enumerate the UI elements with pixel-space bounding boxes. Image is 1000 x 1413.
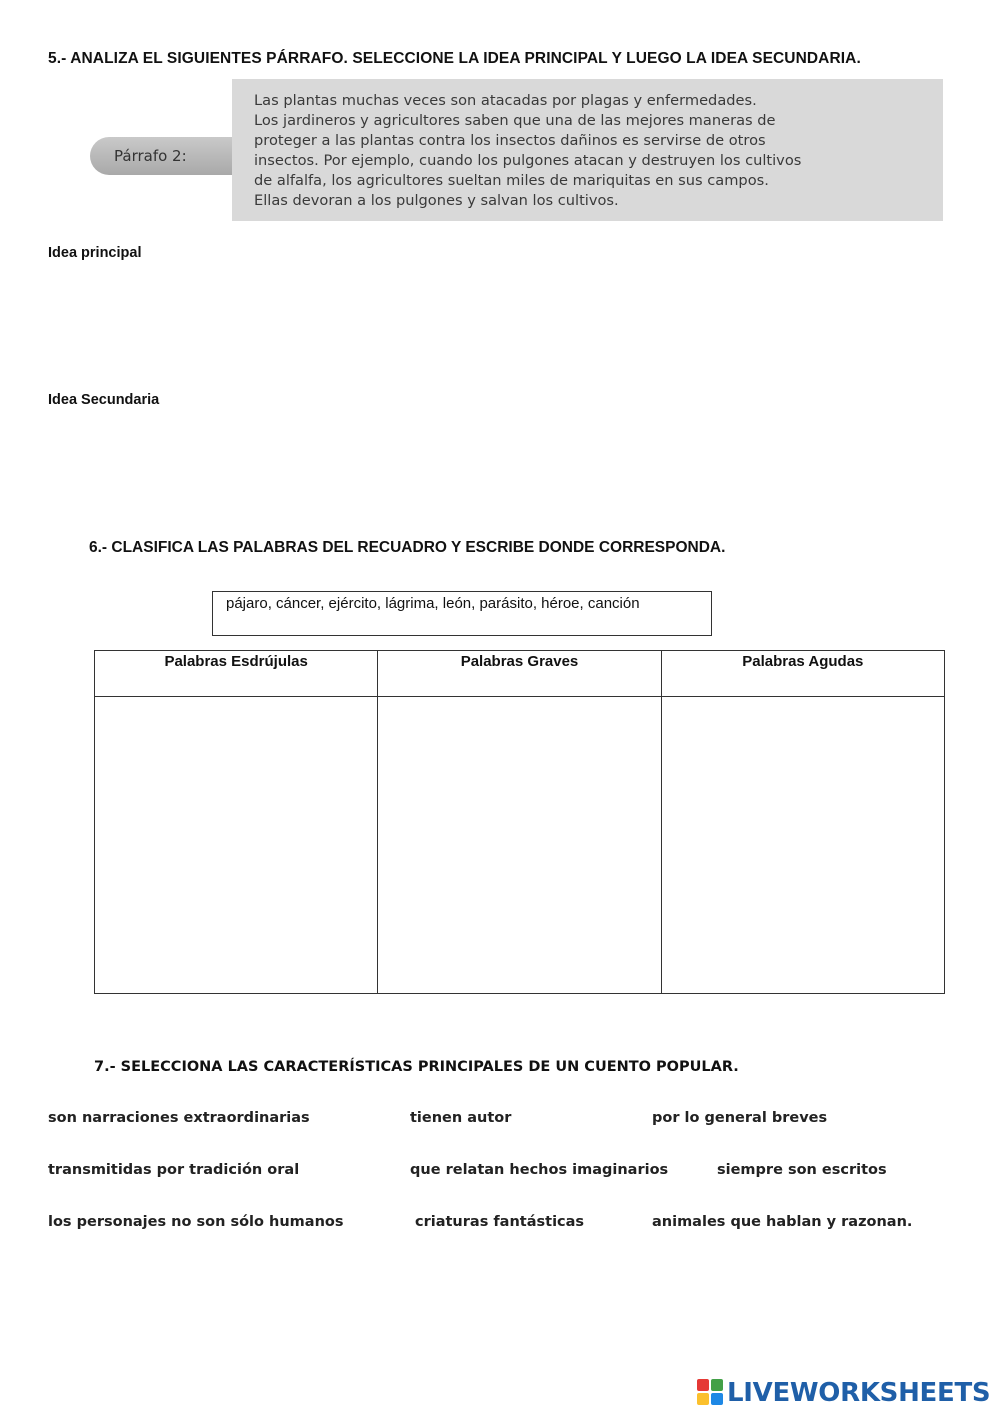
logo-square-green [711,1379,723,1391]
option-item[interactable]: transmitidas por tradición oral [48,1162,300,1178]
option-item[interactable]: los personajes no son sólo humanos [48,1214,344,1230]
main-idea-answer-area[interactable] [48,272,948,372]
paragraph-line: insectos. Por ejemplo, cuando los pulgones atacan y destruyen los cultivos [254,152,802,169]
option-item[interactable]: que relatan hechos imaginarios [410,1162,669,1178]
option-item[interactable]: tienen autor [410,1110,512,1126]
option-item[interactable]: criaturas fantásticas [415,1214,585,1230]
secondary-idea-label: Idea Secundaria [48,392,160,408]
paragraph-label: Párrafo 2: [90,137,240,175]
secondary-idea-answer-area[interactable] [48,420,948,520]
paragraph-line: de alfalfa, los agricultores sueltan miles de mariquitas en sus campos. [254,172,769,189]
option-item[interactable]: animales que hablan y razonan. [652,1214,913,1230]
paragraph-line: Las plantas muchas veces son atacadas por plagas y enfermedades. [254,92,757,109]
answer-cell-agudas[interactable] [661,697,944,994]
section5-heading: 5.- ANALIZA EL SIGUIENTES PÁRRAFO. SELECCIONE LA IDEA PRINCIPAL Y LUEGO LA IDEA SECUNDARIA. [48,50,861,67]
word-bank: pájaro, cáncer, ejército, lágrima, león, parásito, héroe, canción [212,591,712,636]
brand-text: LIVEWORKSHEETS [727,1378,991,1408]
answer-cell-esdrujulas[interactable] [95,697,378,994]
option-item[interactable]: por lo general breves [652,1110,828,1126]
paragraph-line: Ellas devoran a los pulgones y salvan los cultivos. [254,192,619,209]
column-header-esdrujulas: Palabras Esdrújulas [95,651,378,697]
logo-square-blue [711,1393,723,1405]
paragraph-line: proteger a las plantas contra los insectos dañinos es servirse de otros [254,132,766,149]
classification-table [94,650,945,994]
liveworksheets-logo [697,1377,990,1409]
liveworksheets-logo-icon [697,1379,725,1407]
paragraph-box [232,79,943,221]
option-item[interactable]: siempre son escritos [717,1162,887,1178]
main-idea-label: Idea principal [48,245,142,261]
section7-heading: 7.- SELECCIONA LAS CARACTERÍSTICAS PRINCIPALES DE UN CUENTO POPULAR. [94,1059,739,1075]
column-header-agudas: Palabras Agudas [661,651,944,697]
column-header-graves: Palabras Graves [378,651,661,697]
option-item[interactable]: son narraciones extraordinarias [48,1110,310,1126]
logo-square-red [697,1379,709,1391]
paragraph-line: Los jardineros y agricultores saben que una de las mejores maneras de [254,112,776,129]
logo-square-yellow [697,1393,709,1405]
section6-heading: 6.- CLASIFICA LAS PALABRAS DEL RECUADRO Y ESCRIBE DONDE CORRESPONDA. [89,539,726,556]
answer-cell-graves[interactable] [378,697,661,994]
